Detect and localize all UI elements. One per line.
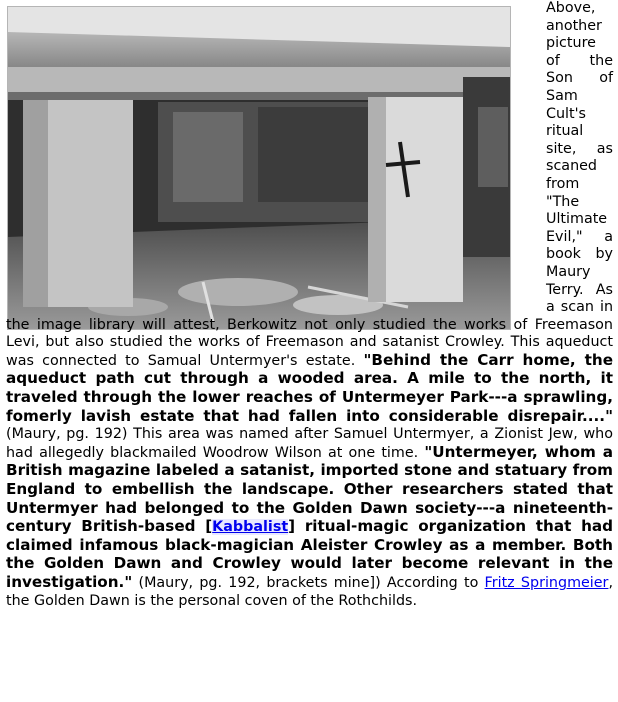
quote-untermeyer-part2: ] ritual-magic organization that had claimed infamous black-magician Aleister Crowley as a member. Both the Golden Dawn and Crowley would later become relevant in the investigation." [6,517,613,591]
article-text-3: (Maury, pg. 192, brackets mine]) According to [132,575,485,591]
article-text-4: , the Golden Dawn is the personal coven of the Rothchilds. [6,575,613,609]
article-text-2: (Maury, pg. 192) This area was named after Samuel Untermyer, a Zionist Jew, who had allegedly blackmailed Woodrow Wilson at one time. [6,426,613,461]
fritz-springmeier-link[interactable]: Fritz Springmeier [484,575,609,591]
quote-untermeyer-part1: "Untermeyer, whom a British magazine labeled a satanist, imported stone and statuary from England to embellish the landscape. Other researchers stated that Untermyer had belonged to the Golden Dawn society---a nineteenth-century British-based [ [6,442,614,536]
photo-float-spacer [6,0,546,316]
kabbalist-link[interactable]: Kabbalist [212,519,289,536]
quote-aqueduct: "Behind the Carr home, the aqueduct path cut through a wooded area. A mile to the north, it traveled through the lower reaches of Untermeyer Park---a sprawling, fomerly lavish estate that had fallen into considerable disrepair...." [6,350,613,425]
article-text [6,0,613,610]
article-text-1: Above, another picture of the Son of Sam Cult's ritual site, as scaned from "The Ultimate Evil," a book by Maury Terry. As a scan in the image library will attest, Berkowitz not only studied the works of Freemason Levi, but also studied the works of Freemason and satanist Crowley. This aqueduct was connected to Samual Untermyer's estate. [6,0,613,369]
